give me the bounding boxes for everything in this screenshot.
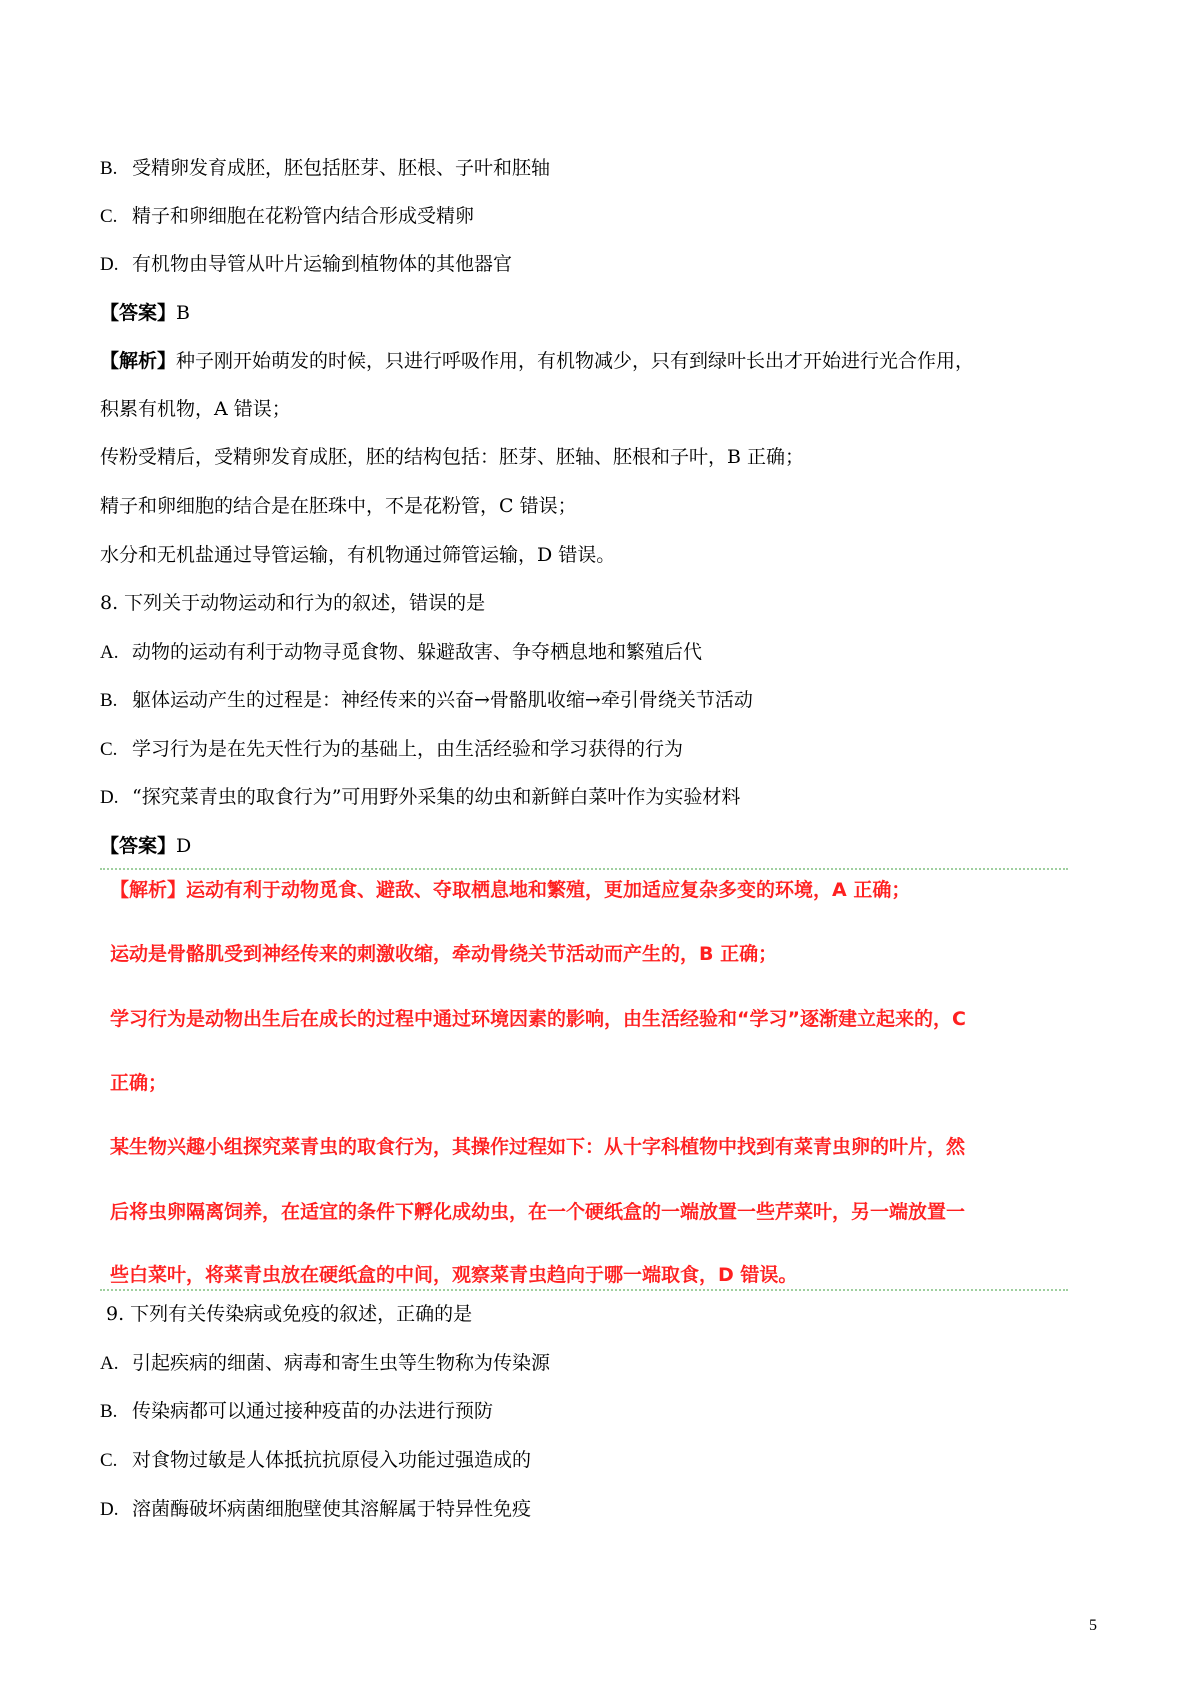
q9-option-a <box>100 1351 550 1376</box>
q9-option-c <box>100 1448 531 1473</box>
q8-analysis-block <box>100 868 1068 1291</box>
option-letter: D. <box>100 1499 119 1520</box>
option-text: 学习行为是在先天性行为的基础上，由生活经验和学习获得的行为 <box>132 738 684 760</box>
option-letter: D. <box>100 787 119 808</box>
option-text: 对食物过敏是人体抵抗抗原侵入功能过强造成的 <box>132 1449 532 1471</box>
q9-option-b <box>100 1399 493 1424</box>
option-text: 精子和卵细胞在花粉管内结合形成受精卵 <box>132 205 475 227</box>
q8-analysis-line-5: 某生物兴趣小组探究菜青虫的取食行为，其操作过程如下：从十字科植物中找到有菜青虫卵的叶片，然 <box>110 1136 966 1158</box>
option-text: 有机物由导管从叶片运输到植物体的其他器官 <box>132 253 513 275</box>
q7-analysis-line-4: 精子和卵细胞的结合是在胚珠中，不是花粉管，C 错误； <box>100 495 577 517</box>
q8-analysis-line-2: 运动是骨骼肌受到神经传来的刺激收缩，牵动骨绕关节活动而产生的，B 正确； <box>110 943 778 965</box>
q7-analysis-line-5: 水分和无机盐通过导管运输，有机物通过筛管运输，D 错误。 <box>100 544 616 566</box>
option-text: 溶菌酶破坏病菌细胞壁使其溶解属于特异性免疫 <box>132 1498 532 1520</box>
q8-analysis-line-1: 【解析】运动有利于动物觅食、避敌、夺取栖息地和繁殖，更加适应复杂多变的环境，A 正确； <box>110 879 911 901</box>
answer-label: 【答案】 <box>100 835 177 857</box>
analysis-text: 种子刚开始萌发的时候，只进行呼吸作用，有机物减少，只有到绿叶长出才开始进行光合作用， <box>176 350 975 372</box>
option-text: 动物的运动有利于动物寻觅食物、躲避敌害、争夺栖息地和繁殖后代 <box>132 641 703 663</box>
q8-option-c <box>100 737 683 762</box>
option-text: 躯体运动产生的过程是：神经传来的兴奋→骨骼肌收缩→牵引骨绕关节活动 <box>132 689 753 711</box>
q8-analysis-line-3: 学习行为是动物出生后在成长的过程中通过环境因素的影响，由生活经验和“学习”逐渐建立起来的，C <box>110 1008 966 1030</box>
q8-analysis-line-7: 些白菜叶，将菜青虫放在硬纸盒的中间，观察菜青虫趋向于哪一端取食，D 错误。 <box>110 1264 798 1286</box>
q7-analysis-line-3: 传粉受精后，受精卵发育成胚，胚的结构包括：胚芽、胚轴、胚根和子叶，B 正确； <box>100 446 805 468</box>
q7-answer <box>100 301 190 325</box>
q8-option-a <box>100 640 702 665</box>
option-letter: D. <box>100 254 119 275</box>
q8-answer <box>100 834 191 858</box>
option-text: 受精卵发育成胚，胚包括胚芽、胚根、子叶和胚轴 <box>132 157 551 179</box>
q7-analysis-line-2: 积累有机物，A 错误； <box>100 398 291 420</box>
q9-option-d <box>100 1497 531 1522</box>
option-letter: B. <box>100 1401 118 1422</box>
q8-stem: 8. 下列关于动物运动和行为的叙述，错误的是 <box>100 592 486 614</box>
option-letter: A. <box>100 642 119 663</box>
q7-option-b <box>100 156 550 181</box>
q7-option-d <box>100 252 512 277</box>
q9-stem: 9. 下列有关传染病或免疫的叙述，正确的是 <box>106 1303 473 1325</box>
q7-analysis-line-1 <box>100 349 974 373</box>
option-text: “探究菜青虫的取食行为”可用野外采集的幼虫和新鲜白菜叶作为实验材料 <box>132 786 741 808</box>
q8-analysis-line-4: 正确； <box>110 1072 168 1094</box>
option-letter: C. <box>100 206 118 227</box>
option-letter: B. <box>100 158 118 179</box>
option-letter: B. <box>100 690 118 711</box>
page-number: 5 <box>1089 1617 1097 1634</box>
answer-label: 【答案】 <box>100 302 177 324</box>
answer-value: B <box>176 302 190 324</box>
option-letter: C. <box>100 1450 118 1471</box>
option-letter: C. <box>100 739 118 760</box>
q7-option-c <box>100 204 474 229</box>
q8-option-d <box>100 785 740 810</box>
q8-option-b <box>100 688 753 713</box>
answer-value: D <box>176 835 192 857</box>
option-letter: A. <box>100 1353 119 1374</box>
option-text: 引起疾病的细菌、病毒和寄生虫等生物称为传染源 <box>132 1352 551 1374</box>
q8-analysis-line-6: 后将虫卵隔离饲养，在适宜的条件下孵化成幼虫，在一个硬纸盒的一端放置一些芹菜叶，另一端放置一 <box>110 1201 966 1223</box>
option-text: 传染病都可以通过接种疫苗的办法进行预防 <box>132 1400 494 1422</box>
analysis-label: 【解析】 <box>100 350 177 372</box>
